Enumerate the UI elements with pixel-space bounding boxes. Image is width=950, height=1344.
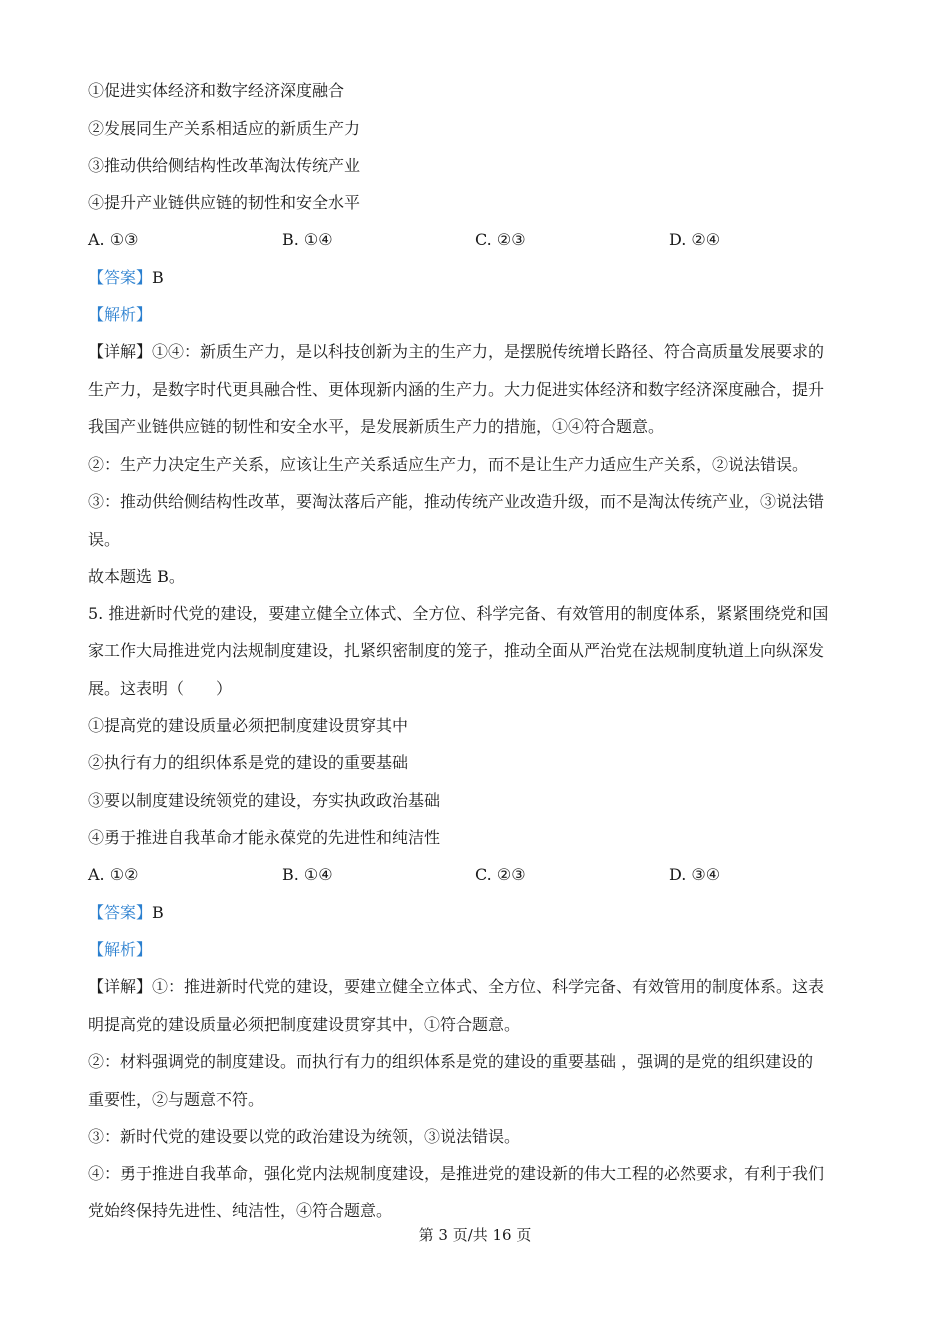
q5-item-1: ①提高党的建设质量必须把制度建设贯穿其中 [88,716,409,735]
answer-value: B [152,268,164,287]
analysis-tag: 【解析】 [88,940,153,959]
q5-detail-line-1 [88,976,868,998]
analysis-tag: 【解析】 [88,305,153,324]
q4-option-b: B. ①④ [282,230,333,249]
detail-text: ①④：新质生产力，是以科技创新为主的生产力，是摆脱传统增长路径、符合高质量发展要求的 [152,342,825,361]
q4-detail-line-1 [88,341,868,363]
q5-option-c: C. ②③ [475,865,526,884]
q5-stem-line-2: 家工作大局推进党内法规制度建设，扎紧织密制度的笼子，推动全面从严治党在法规制度轨道上向纵深发 [88,641,825,660]
q4-item-4: ④提升产业链供应链的韧性和安全水平 [88,193,361,212]
q5-options [88,864,868,886]
q5-item-2: ②执行有力的组织体系是党的建设的重要基础 [88,753,409,772]
q4-item-3: ③推动供给侧结构性改革淘汰传统产业 [88,156,361,175]
q4-detail-line-5: ③：推动供给侧结构性改革，要淘汰落后产能，推动传统产业改造升级，而不是淘汰传统产业，③说法错 [88,492,825,511]
q5-answer-line [88,902,868,924]
answer-tag: 【答案】 [88,268,153,287]
detail-text: ①：推进新时代党的建设，要建立健全立体式、全方位、科学完备、有效管用的制度体系。这表 [152,977,825,996]
q4-option-d: D. ②④ [669,230,721,249]
page-footer: 第 3 页/共 16 页 [418,1226,532,1244]
q5-item-3: ③要以制度建设统领党的建设，夯实执政政治基础 [88,791,441,810]
q4-item-1: ①促进实体经济和数字经济深度融合 [88,81,345,100]
q4-detail-line-2: 生产力，是数字时代更具融合性、更体现新内涵的生产力。大力促进实体经济和数字经济深度融合，提升 [88,380,825,399]
q5-analysis-line [88,939,868,961]
detail-tag: 【详解】 [88,342,153,361]
q4-option-c: C. ②③ [475,230,526,249]
q4-analysis-line [88,304,868,326]
q4-detail-line-3: 我国产业链供应链的韧性和安全水平，是发展新质生产力的措施，①④符合题意。 [88,417,665,436]
q5-detail-line-2: 明提高党的建设质量必须把制度建设贯穿其中，①符合题意。 [88,1015,521,1034]
q5-option-b: B. ①④ [282,865,333,884]
q5-detail-line-6: ④：勇于推进自我革命，强化党内法规制度建设，是推进党的建设新的伟大工程的必然要求，有利于我们 [88,1164,825,1183]
q5-option-a: A. ①② [88,865,139,884]
detail-tag: 【详解】 [88,977,153,996]
q5-stem-line-3: 展。这表明（ ） [88,679,233,698]
q4-answer-line [88,267,868,289]
q5-detail-line-4: 重要性，②与题意不符。 [88,1090,265,1109]
q5-option-d: D. ③④ [669,865,721,884]
q4-option-a: A. ①③ [88,230,139,249]
answer-value: B [152,903,164,922]
q5-detail-line-5: ③：新时代党的建设要以党的政治建设为统领，③说法错误。 [88,1127,521,1146]
q4-item-2: ②发展同生产关系相适应的新质生产力 [88,119,361,138]
q4-conclusion: 故本题选 B。 [88,567,185,586]
answer-tag: 【答案】 [88,903,153,922]
q4-detail-line-6: 误。 [88,530,121,549]
q4-detail-line-4: ②：生产力决定生产关系，应该让生产关系适应生产力，而不是让生产力适应生产关系，②说法错误。 [88,455,809,474]
q4-options [88,229,868,251]
q5-item-4: ④勇于推进自我革命才能永葆党的先进性和纯洁性 [88,828,441,847]
q5-detail-line-7: 党始终保持先进性、纯洁性，④符合题意。 [88,1201,393,1220]
q5-detail-line-3: ②：材料强调党的制度建设。而执行有力的组织体系是党的建设的重要基础 ，强调的是党的组织建设的 [88,1052,814,1071]
q5-stem-line-1: 5. 推进新时代党的建设，要建立健全立体式、全方位、科学完备、有效管用的制度体系，紧紧围绕党和国 [88,604,829,623]
